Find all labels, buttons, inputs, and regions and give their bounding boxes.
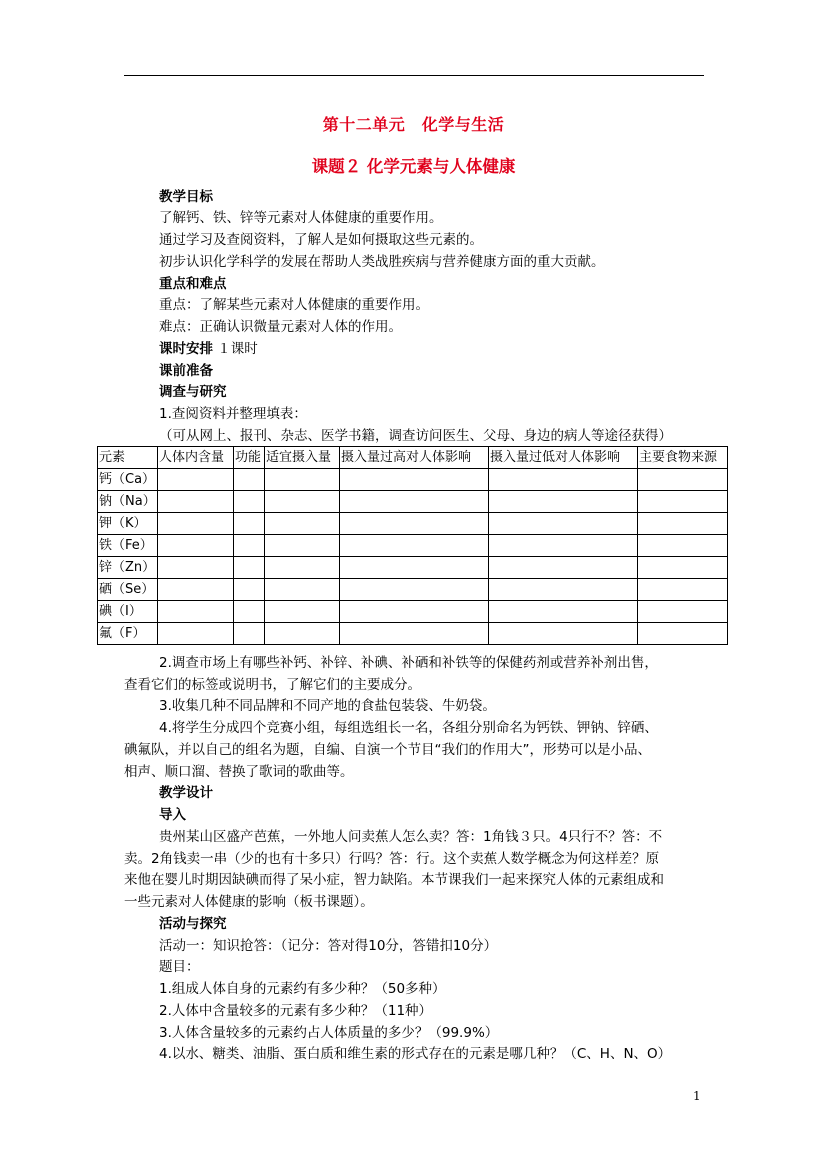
task-1: 1.查阅资料并整理填表： (159, 406, 307, 422)
schedule-value: １课时 (217, 341, 258, 357)
blank-cell[interactable] (638, 513, 728, 535)
blank-cell[interactable] (489, 535, 638, 557)
blank-cell[interactable] (340, 535, 489, 557)
blank-cell[interactable] (234, 557, 265, 579)
blank-cell[interactable] (340, 513, 489, 535)
key-point: 重点：了解某些元素对人体健康的重要作用。 (159, 297, 429, 313)
design-heading: 教学设计 (159, 785, 213, 801)
table-row (98, 579, 728, 601)
blank-cell[interactable] (234, 535, 265, 557)
blank-cell[interactable] (489, 557, 638, 579)
task-4-line-1: 4.将学生分成四个竞赛小组，每组选组长一名，各组分别命名为钙铁、钾钠、锌硒、 (159, 720, 658, 736)
blank-cell[interactable] (234, 469, 265, 491)
research-heading: 调查与研究 (159, 384, 227, 400)
prep-heading: 课前准备 (159, 363, 213, 379)
task-4-line-2: 碘氟队，并以自己的组名为题，自编、自演一个节目“我们的作用大”，形势可以是小品、 (124, 742, 651, 758)
table-header-row (98, 447, 728, 469)
blank-cell[interactable] (340, 579, 489, 601)
blank-cell[interactable] (638, 491, 728, 513)
blank-cell[interactable] (340, 557, 489, 579)
table-row (98, 469, 728, 491)
element-cell: 钠（Na） (98, 491, 158, 513)
unit-title: 第十二单元 化学与生活 (322, 115, 505, 134)
schedule-label: 课时安排 (159, 341, 213, 357)
blank-cell[interactable] (158, 491, 234, 513)
table-header-cell: 摄入量过高对人体影响 (340, 447, 489, 469)
question-3: 3.人体含量较多的元素约占人体质量的多少？（99.9%） (159, 1025, 499, 1041)
blank-cell[interactable] (234, 601, 265, 623)
table-header-cell: 功能 (234, 447, 265, 469)
blank-cell[interactable] (340, 601, 489, 623)
blank-cell[interactable] (234, 491, 265, 513)
blank-cell[interactable] (340, 491, 489, 513)
blank-cell[interactable] (489, 469, 638, 491)
objective-2: 通过学习及查阅资料，了解人是如何摄取这些元素的。 (159, 232, 483, 248)
task-2-line-2: 查看它们的标签或说明书，了解它们的主要成分。 (124, 677, 421, 693)
element-survey-table (97, 446, 728, 645)
task-1-note: （可从网上、报刊、杂志、医学书籍，调查访问医生、父母、身边的病人等途径获得） (159, 428, 672, 444)
keypoints-heading: 重点和难点 (159, 276, 227, 292)
page-number: 1 (693, 1089, 701, 1103)
blank-cell[interactable] (158, 535, 234, 557)
blank-cell[interactable] (158, 601, 234, 623)
activity-1: 活动一：知识抢答：（记分：答对得10分，答错扣10分） (159, 938, 498, 954)
blank-cell[interactable] (158, 579, 234, 601)
blank-cell[interactable] (638, 469, 728, 491)
blank-cell[interactable] (638, 623, 728, 645)
objectives-heading: 教学目标 (159, 189, 213, 205)
blank-cell[interactable] (158, 469, 234, 491)
table-header-cell: 适宜摄入量 (265, 447, 340, 469)
intro-line-1: 贵州某山区盛产芭蕉，一外地人问卖蕉人怎么卖？答：1角钱３只。4只行不？答：不 (159, 829, 663, 845)
task-4-line-3: 相声、顺口溜、替换了歌词的歌曲等。 (124, 764, 354, 780)
intro-line-2: 卖。2角钱卖一串（少的也有十多只）行吗？答：行。这个卖蕉人数学概念为何这样差？原 (124, 851, 660, 867)
table-header-cell: 人体内含量 (158, 447, 234, 469)
table-row (98, 623, 728, 645)
table-row (98, 557, 728, 579)
element-cell: 锌（Zn） (98, 557, 158, 579)
question-4: 4.以水、糖类、油脂、蛋白质和维生素的形式存在的元素是哪几种？（C、H、N、O） (159, 1046, 672, 1062)
schedule-line (159, 340, 258, 358)
blank-cell[interactable] (265, 491, 340, 513)
question-2: 2.人体中含量较多的元素有多少种？（11种） (159, 1003, 433, 1019)
blank-cell[interactable] (265, 557, 340, 579)
table-row (98, 601, 728, 623)
blank-cell[interactable] (340, 469, 489, 491)
blank-cell[interactable] (265, 513, 340, 535)
blank-cell[interactable] (265, 623, 340, 645)
table-header-cell: 元素 (98, 447, 158, 469)
task-3: 3.收集几种不同品牌和不同产地的食盐包装袋、牛奶袋。 (159, 698, 496, 714)
element-cell: 氟（F） (98, 623, 158, 645)
blank-cell[interactable] (234, 623, 265, 645)
header-rule (124, 75, 704, 76)
element-cell: 碘（I） (98, 601, 158, 623)
activity-heading: 活动与探究 (159, 916, 227, 932)
blank-cell[interactable] (489, 579, 638, 601)
blank-cell[interactable] (265, 535, 340, 557)
intro-heading: 导入 (159, 807, 186, 823)
table-row (98, 535, 728, 557)
blank-cell[interactable] (340, 623, 489, 645)
blank-cell[interactable] (489, 601, 638, 623)
blank-cell[interactable] (265, 601, 340, 623)
difficult-point: 难点：正确认识微量元素对人体的作用。 (159, 319, 402, 335)
blank-cell[interactable] (489, 491, 638, 513)
blank-cell[interactable] (638, 535, 728, 557)
table-header-cell: 摄入量过低对人体影响 (489, 447, 638, 469)
blank-cell[interactable] (158, 623, 234, 645)
blank-cell[interactable] (638, 557, 728, 579)
blank-cell[interactable] (489, 623, 638, 645)
blank-cell[interactable] (234, 513, 265, 535)
questions-label: 题目： (159, 959, 200, 975)
element-cell: 钾（K） (98, 513, 158, 535)
blank-cell[interactable] (234, 579, 265, 601)
table-header-cell: 主要食物来源 (638, 447, 728, 469)
element-cell: 钙（Ca） (98, 469, 158, 491)
blank-cell[interactable] (265, 469, 340, 491)
blank-cell[interactable] (265, 579, 340, 601)
lesson-title: 课题２ 化学元素与人体健康 (311, 157, 516, 176)
blank-cell[interactable] (489, 513, 638, 535)
objective-3: 初步认识化学科学的发展在帮助人类战胜疾病与营养健康方面的重大贡献。 (159, 254, 605, 270)
task-2-line-1: 2.调查市场上有哪些补钙、补锌、补碘、补硒和补铁等的保健药剂或营养补剂出售， (159, 655, 658, 671)
blank-cell[interactable] (158, 557, 234, 579)
question-1: 1.组成人体自身的元素约有多少种？（50多种） (159, 981, 446, 997)
blank-cell[interactable] (158, 513, 234, 535)
intro-line-4: 一些元素对人体健康的影响（板书课题）。 (124, 894, 374, 910)
blank-cell[interactable] (638, 601, 728, 623)
intro-line-3: 来他在婴儿时期因缺碘而得了呆小症，智力缺陷。本节课我们一起来探究人体的元素组成和 (124, 872, 664, 888)
element-cell: 铁（Fe） (98, 535, 158, 557)
element-cell: 硒（Se） (98, 579, 158, 601)
table-row (98, 513, 728, 535)
blank-cell[interactable] (638, 579, 728, 601)
table-row (98, 491, 728, 513)
objective-1: 了解钙、铁、锌等元素对人体健康的重要作用。 (159, 210, 443, 226)
